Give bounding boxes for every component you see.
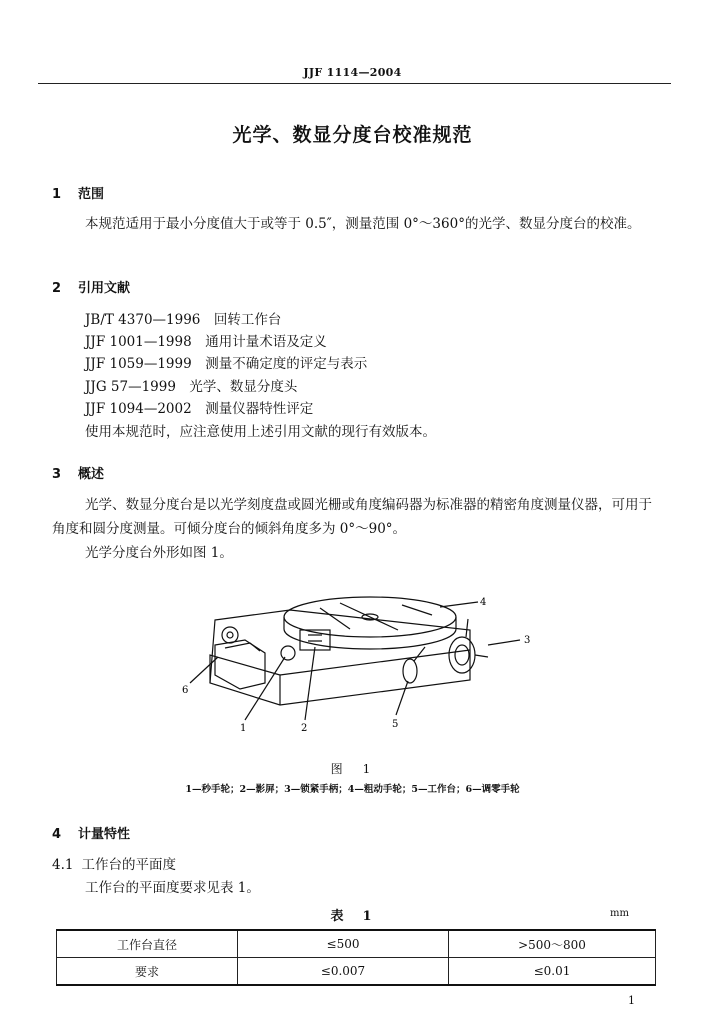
section-title: 范围 bbox=[78, 187, 105, 202]
page-number: 1 bbox=[628, 994, 635, 1007]
table-title: 表 1 bbox=[330, 909, 375, 924]
section-2-heading bbox=[52, 277, 130, 296]
reference-note: 使用本规范时，应注意使用上述引用文献的现行有效版本。 bbox=[85, 424, 436, 440]
section-4-heading bbox=[52, 823, 130, 842]
figure-label-4: 4 bbox=[480, 597, 487, 608]
table-row bbox=[57, 958, 656, 986]
figure-label-3: 3 bbox=[524, 635, 531, 646]
rotary-table-rim bbox=[284, 617, 456, 649]
table-cell: 工作台直径 bbox=[57, 930, 238, 958]
section-number: 2 bbox=[52, 281, 62, 296]
document-title: 光学、数显分度台校准规范 bbox=[232, 124, 473, 146]
section-3-heading bbox=[52, 463, 104, 482]
header-rule bbox=[38, 83, 671, 84]
table-cell: 要求 bbox=[57, 958, 238, 986]
reference-item: JJF 1001—1998 通用计量术语及定义 bbox=[85, 334, 327, 350]
section-3-figure-ref: 光学分度台外形如图 1。 bbox=[85, 545, 233, 561]
page-header-code: JJF 1114—2004 bbox=[303, 66, 402, 79]
table-cell: >500～800 bbox=[449, 930, 656, 958]
table-cell: ≤500 bbox=[238, 930, 449, 958]
subsection-4-1-heading bbox=[52, 854, 176, 876]
reference-item: JJG 57—1999 光学、数显分度头 bbox=[85, 379, 298, 395]
base-front bbox=[210, 655, 280, 705]
dividing-table-figure bbox=[170, 585, 540, 735]
section-4-paragraph: 工作台的平面度要求见表 1。 bbox=[85, 880, 260, 896]
figure-caption: 图 1 bbox=[330, 762, 375, 776]
section-1-heading bbox=[52, 183, 104, 202]
figure-label-5: 5 bbox=[392, 719, 399, 730]
figure-label-6: 6 bbox=[182, 685, 189, 696]
section-3-paragraph: 光学、数显分度台是以光学刻度盘或圆光栅或角度编码器为标准器的精密角度测量仪器，可用于角度和圆分度测量。可倾分度台的倾斜角度多为 0°～90°。 bbox=[52, 497, 652, 537]
figure-label-2: 2 bbox=[301, 723, 308, 734]
section-title: 引用文献 bbox=[78, 281, 131, 296]
figure-label-1: 1 bbox=[240, 723, 247, 734]
table-row bbox=[57, 930, 656, 958]
locking-lever bbox=[403, 659, 417, 683]
flatness-table bbox=[56, 929, 656, 986]
coarse-handwheel bbox=[449, 637, 475, 673]
section-number: 1 bbox=[52, 187, 62, 202]
table-cell: ≤0.01 bbox=[449, 958, 656, 986]
section-number: 3 bbox=[52, 467, 62, 482]
reference-item: JJF 1094—2002 测量仪器特性评定 bbox=[85, 401, 314, 417]
subsection-number: 4.1 bbox=[52, 857, 74, 873]
base-body bbox=[210, 610, 470, 705]
section-title: 概述 bbox=[78, 467, 105, 482]
figure-legend: 1—秒手轮；2—影屏；3—锁紧手柄；4—粗动手轮；5—工作台；6—调零手轮 bbox=[185, 784, 520, 795]
reference-item: JB/T 4370—1996 回转工作台 bbox=[85, 312, 282, 328]
section-title: 计量特性 bbox=[78, 827, 131, 842]
second-handwheel bbox=[222, 627, 238, 643]
side-block bbox=[215, 640, 265, 689]
subsection-title: 工作台的平面度 bbox=[81, 857, 176, 873]
section-number: 4 bbox=[52, 827, 62, 842]
table-unit: mm bbox=[610, 908, 629, 919]
reference-item: JJF 1059—1999 测量不确定度的评定与表示 bbox=[85, 356, 368, 372]
table-cell: ≤0.007 bbox=[238, 958, 449, 986]
section-1-paragraph: 本规范适用于最小分度值大于或等于 0.5″，测量范围 0°～360°的光学、数显分度台的校准。 bbox=[85, 216, 641, 232]
